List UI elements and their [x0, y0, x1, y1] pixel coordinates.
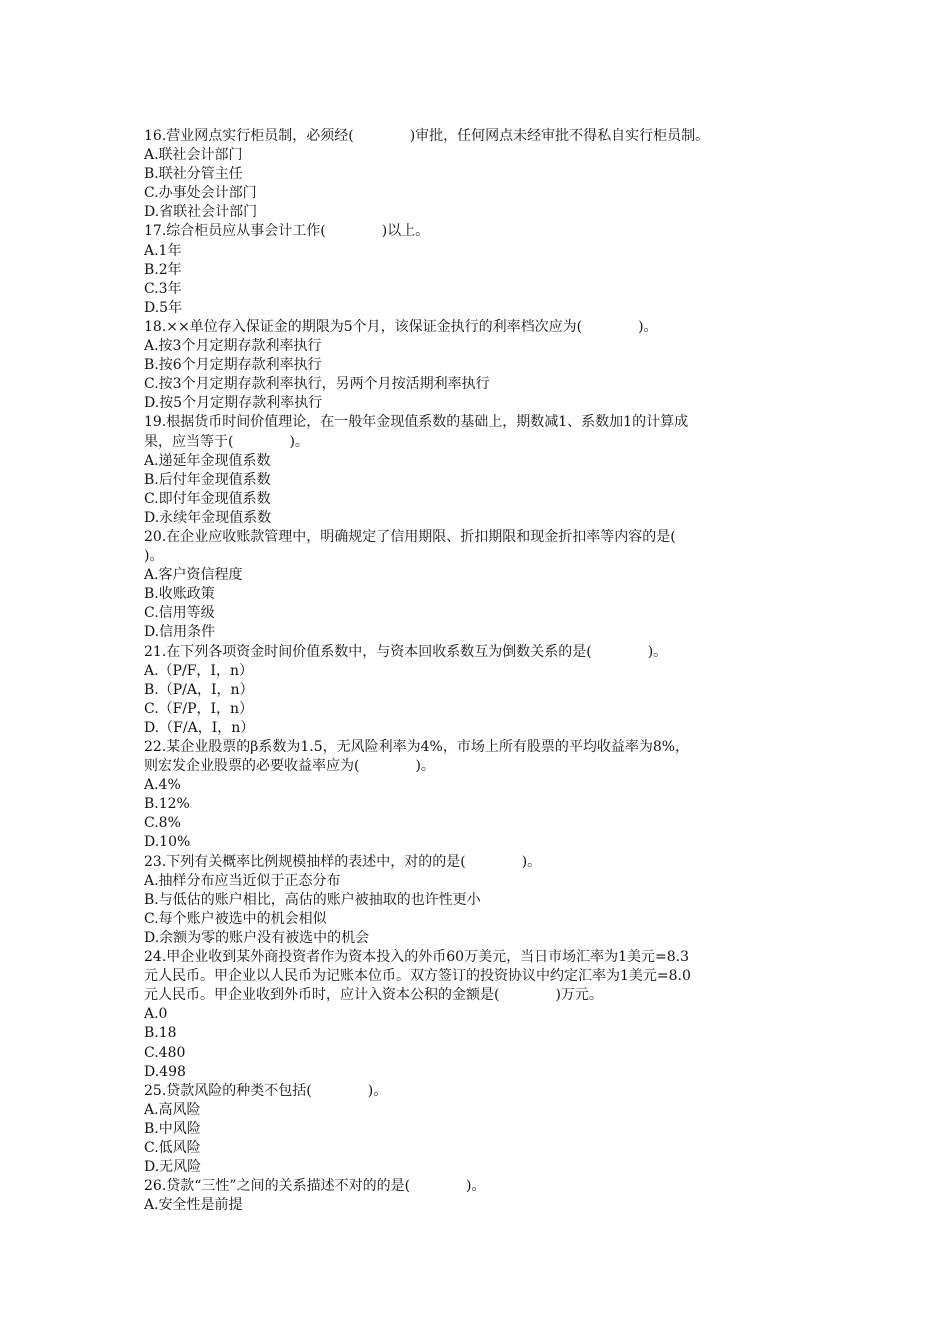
question-18-option-c: C.按3个月定期存款利率执行，另两个月按活期利率执行 [144, 376, 490, 393]
question-25-option-b: B.中风险 [144, 1120, 201, 1137]
question-24-stem-line-1: 24.甲企业收到某外商投资者作为资本投入的外币60万美元，当日市场汇率为1美元=8.3 [144, 949, 689, 966]
question-17-option-c: C.3年 [144, 280, 182, 297]
question-17-option-d: D.5年 [144, 299, 183, 316]
question-18-option-d: D.按5个月定期存款利率执行 [144, 395, 323, 412]
question-16-option-b: B.联社分管主任 [144, 166, 243, 183]
question-24-option-b: B.18 [144, 1025, 177, 1042]
question-24-option-d: D.498 [144, 1063, 186, 1080]
question-26-option-a: A.安全性是前提 [144, 1197, 243, 1214]
question-20-stem-line-1: 20.在企业应收账款管理中，明确规定了信用期限、折扣期限和现金折扣率等内容的是( [144, 528, 676, 545]
question-24-stem-line-3: 元人民币。甲企业收到外币时，应计入资本公积的金额是( )万元。 [144, 987, 603, 1004]
question-18-stem: 18.××单位存入保证金的期限为5个月，该保证金执行的利率档次应为( )。 [144, 318, 658, 335]
question-24-stem-line-2: 元人民币。甲企业以人民币为记账本位币。双方签订的投资协议中约定汇率为1美元=8.0 [144, 968, 691, 985]
question-20-option-b: B.收账政策 [144, 586, 215, 603]
question-23-option-d: D.余额为零的账户没有被选中的机会 [144, 929, 370, 946]
question-19-option-c: C.即付年金现值系数 [144, 490, 271, 507]
question-22-option-d: D.10% [144, 834, 191, 851]
question-22-option-a: A.4% [144, 777, 181, 794]
question-26-stem: 26.贷款“三性”之间的关系描述不对的的是( )。 [144, 1178, 486, 1195]
question-21-option-c: C.（F/P，I，n） [144, 700, 254, 717]
question-23-option-a: A.抽样分布应当近似于正态分布 [144, 872, 341, 889]
question-23-option-c: C.每个账户被选中的机会相似 [144, 910, 327, 927]
question-18-option-b: B.按6个月定期存款利率执行 [144, 357, 322, 374]
question-19-stem-line-2: 果，应当等于( )。 [144, 433, 309, 450]
question-20-option-c: C.信用等级 [144, 605, 215, 622]
question-19-option-d: D.永续年金现值系数 [144, 509, 272, 526]
question-16-option-a: A.联社会计部门 [144, 147, 243, 164]
question-20-option-d: D.信用条件 [144, 624, 216, 641]
question-21-option-a: A.（P/F，I，n） [144, 662, 253, 679]
question-20-option-a: A.客户资信程度 [144, 567, 243, 584]
question-19-option-a: A.递延年金现值系数 [144, 452, 271, 469]
question-23-stem: 23.下列有关概率比例规模抽样的表述中，对的的是( )。 [144, 853, 542, 870]
question-19-stem-line-1: 19.根据货币时间价值理论，在一般年金现值系数的基础上，期数减1、系数加1的计算成 [144, 414, 689, 431]
question-25-option-c: C.低风险 [144, 1139, 201, 1156]
question-25-stem: 25.贷款风险的种类不包括( )。 [144, 1082, 388, 1099]
question-25-option-d: D.无风险 [144, 1159, 202, 1176]
question-18-option-a: A.按3个月定期存款利率执行 [144, 338, 322, 355]
question-22-stem-line-1: 22.某企业股票的β系数为1.5，无风险利率为4%，市场上所有股票的平均收益率为8%， [144, 739, 690, 755]
question-17-option-a: A.1年 [144, 242, 182, 259]
question-21-option-d: D.（F/A，I，n） [144, 719, 255, 736]
question-25-option-a: A.高风险 [144, 1101, 201, 1118]
question-19-option-b: B.后付年金现值系数 [144, 471, 271, 488]
question-20-stem-line-2: )。 [144, 548, 164, 565]
question-22-stem-line-2: 则宏发企业股票的必要收益率应为( )。 [144, 758, 435, 775]
question-16-stem: 16.营业网点实行柜员制，必须经( )审批，任何网点未经审批不得私自实行柜员制。 [144, 128, 710, 144]
question-23-option-b: B.与低估的账户相比，高估的账户被抽取的也许性更小 [144, 891, 481, 908]
question-17-option-b: B.2年 [144, 261, 182, 278]
question-16-option-d: D.省联社会计部门 [144, 204, 258, 221]
question-17-stem: 17.综合柜员应从事会计工作( )以上。 [144, 223, 430, 240]
question-24-option-a: A.0 [144, 1006, 168, 1023]
question-16-option-c: C.办事处会计部门 [144, 185, 257, 202]
question-22-option-b: B.12% [144, 796, 190, 813]
question-24-option-c: C.480 [144, 1044, 186, 1061]
question-22-option-c: C.8% [144, 815, 181, 832]
document-body [144, 127, 814, 1215]
question-21-stem: 21.在下列各项资金时间价值系数中，与资本回收系数互为倒数关系的是( )。 [144, 643, 668, 660]
question-21-option-b: B.（P/A，I，n） [144, 681, 254, 698]
